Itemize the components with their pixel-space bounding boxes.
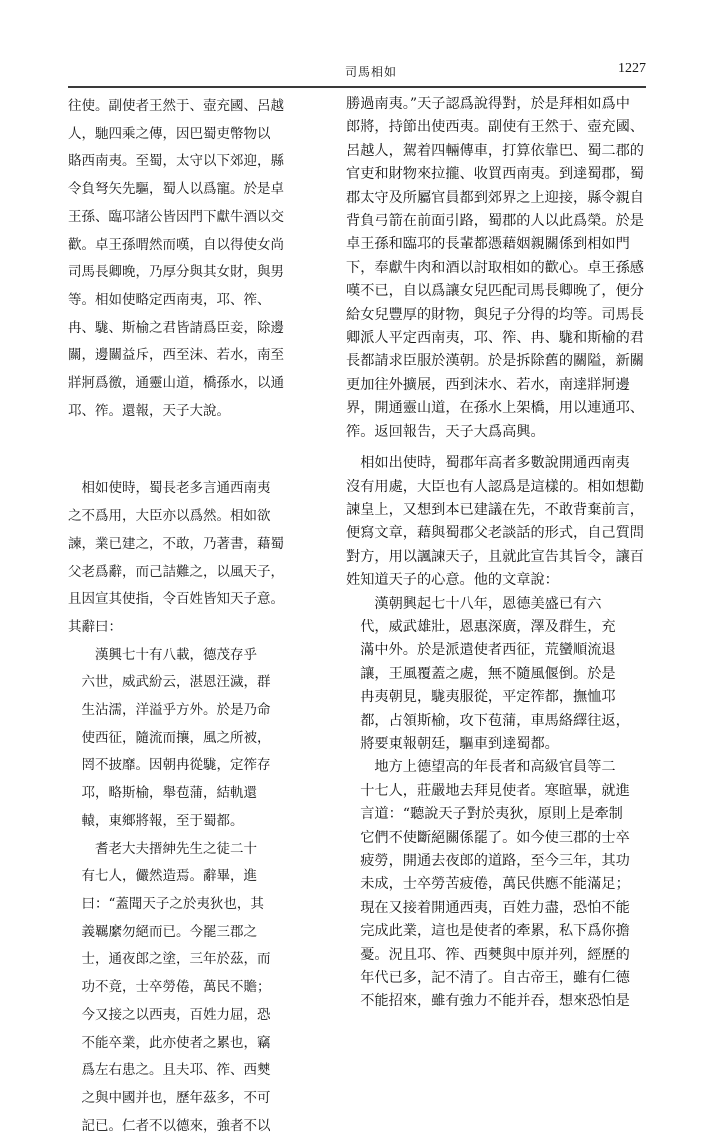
text-line: 勝過南夷。”天子認爲說得對，於是拜相如爲中 [346,96,630,112]
text-line: 記已。仁者不以德來，強者不以 [68,1117,271,1134]
text-line: 便寫文章，藉與蜀郡父老談話的形式，自己質問 [346,525,644,542]
text-line: 關，邊關益斥，西至沫、若水，南至 [68,347,284,364]
text-line: 往使。副使者王然于、壺充國、呂越 [68,98,284,114]
text-line: 它們不使斷絕關係罷了。如今使三郡的士卒 [346,829,630,846]
text-line: 地方上德望高的年長者和高級官員等二 [346,759,616,776]
text-line: 牂牁爲徼，通靈山道，橋孫水，以通 [68,375,284,392]
translation-paragraph [346,452,651,592]
text-line: 人，馳四乘之傳，因巴蜀吏幣物以 [68,125,271,142]
page-header [68,60,646,88]
text-line: 未成，士卒勞苦疲倦，萬民供應不能滿足； [346,876,630,893]
text-line: 漢朝興起七十八年，恩德美盛已有六 [346,595,602,612]
classical-quote [68,836,331,1140]
text-line: 嘆不已，自以爲讓女兒匹配司馬長卿晚了，便分 [346,283,644,300]
text-line: 令負弩矢先驅，蜀人以爲寵。於是卓 [68,181,284,198]
translation-quote [346,756,651,1013]
text-line: 憂。況且邛、筰、西僰與中原并列，經歷的 [346,946,630,963]
running-title: 司馬相如 [345,65,398,79]
text-line: 代，威武雄壯，恩惠深廣，澤及群生，充 [346,618,616,635]
text-line: 對方，用以諷諫天子，且就此宣告其旨令，讓百 [346,548,644,565]
text-line: 卓王孫和臨邛的長輩都憑藉姻親關係到相如門 [346,236,630,253]
text-line: 長都請求臣服於漢朝。於是拆除舊的關隘，新關 [346,353,644,370]
text-line: 完成此業，這也是使者的牽累，私下爲你擔 [346,923,630,940]
translation-column [346,93,651,1014]
text-line: 十七人，莊嚴地去拜見使者。寒暄畢，就進 [346,782,630,799]
text-line: 賂西南夷。至蜀，太守以下郊迎，縣 [68,153,284,170]
text-line: 呂越人，駕着四輛傳車，打算依靠巴、蜀二郡的 [346,142,644,159]
text-line: 姓知道天子的心意。他的文章說： [346,572,559,589]
text-line: 年代已多，記不清了。自古帝王，雖有仁德 [346,970,630,987]
text-line: 疲勞，開通去夜郎的道路，至今三年，其功 [346,853,630,869]
text-line: 且因宣其使指，令百姓皆知天子意。 [68,591,284,608]
text-line: 諫皇上，又想到本已建議在先，不敢背棄前言， [346,501,644,518]
classical-text-column [68,93,331,1140]
text-line: 冉、駹、斯榆之君皆請爲臣妾，除邊 [68,319,284,336]
text-line: 之與中國并也，歷年茲多，不可 [68,1089,271,1106]
text-line: 士，通夜郎之塗，三年於茲，而 [68,951,271,968]
text-line: 轅，東鄉將報，至于蜀都。 [68,812,244,829]
text-line: 歡。卓王孫喟然而嘆，自以得使女尚 [68,236,284,253]
text-line: 界，開通靈山道，在孫水上架橋，用以連通邛、 [346,400,644,417]
text-line: 不能卒業，此亦使者之累也，竊 [68,1034,271,1051]
text-line: 官吏和財物來拉攏、收買西南夷。到達蜀郡，蜀 [346,166,644,183]
text-line: 相如使時，蜀長老多言通西南夷 [68,480,271,497]
text-line: 邛，略斯榆，舉苞蒲，結軌還 [68,785,257,802]
text-line: 使西征，隨流而攘，風之所被， [68,729,271,746]
text-line: 邛、筰。還報，天子大說。 [68,402,230,419]
text-line: 筰。返回報告，天子大爲高興。 [346,423,545,440]
text-line: 冉夷朝見，駹夷服從，平定筰都，撫恤邛 [346,689,616,706]
text-line: 有七人，儼然造焉。辭畢，進 [68,868,257,885]
text-line: 之不爲用，大臣亦以爲然。相如欲 [68,508,271,525]
text-line: 罔不披靡。因朝冉從駹，定筰存 [68,757,271,774]
text-line: 不能招來，雖有強力不能并吞，想來恐怕是 [346,993,630,1010]
classical-quote [68,642,331,836]
text-line: 功不竟，士卒勞倦，萬民不贍； [68,979,271,996]
text-line: 滿中外。於是派遣使者西征，荒蠻順流退 [346,642,616,659]
text-line: 讓，王風覆蓋之處，無不隨風偃倒。於是 [346,665,616,682]
text-line: 現在又接着開通西夷，百姓力盡，恐怕不能 [346,899,630,916]
text-line: 爲左右患之。且夫邛、筰、西僰 [68,1062,271,1079]
text-line: 更加往外擴展，西到沫水、若水，南達牂牁邊 [346,376,630,393]
text-line: 沒有用處，大臣也有人認爲是這樣的。相如想勸 [346,478,644,495]
text-line: 相如出使時，蜀郡年高者多數說開通西南夷 [346,455,630,472]
text-line: 今又接之以西夷，百姓力屈，恐 [68,1006,271,1023]
text-line: 背負弓箭在前面引路，蜀郡的人以此爲榮。於是 [346,213,644,230]
text-line: 曰：“蓋聞天子之於夷狄也，其 [68,895,264,912]
text-line: 等。相如使略定西南夷，邛、筰、 [68,291,271,308]
text-line: 六世，威武紛云，湛恩汪濊，群 [68,674,271,691]
text-line: 王孫、臨邛諸公皆因門下獻牛酒以交 [68,208,284,225]
text-line: 生沾濡，洋溢乎方外。於是乃命 [68,702,271,719]
text-line: 漢興七十有八載，德茂存乎 [68,646,257,663]
text-line: 司馬長卿晚，乃厚分與其女財，與男 [68,264,284,281]
text-line: 言道：“聽說天子對於夷狄，原則上是牽制 [346,806,623,823]
text-line: 郎將，持節出使西夷。副使有王然于、壺充國、 [346,119,644,136]
text-line: 耆老大夫搢紳先生之徒二十 [68,840,257,857]
classical-paragraph [68,475,331,641]
translation-paragraph [346,93,651,444]
text-line: 郡太守及所屬官員都到郊界之上迎接，縣令親自 [346,189,644,206]
text-line: 其辭曰： [68,618,122,635]
text-line: 將要東報朝廷，驅車到達蜀都。 [346,735,559,752]
text-line: 都，占領斯榆，攻下苞蒲，車馬絡繹往返， [346,712,630,729]
classical-paragraph [68,93,331,425]
text-line: 卿派人平定西南夷，邛、筰、冉、駹和斯榆的君 [346,330,644,347]
text-line: 下，奉獻牛肉和酒以討取相如的歡心。卓王孫感 [346,259,644,276]
translation-quote [346,593,651,757]
text-line: 義羈縻勿絕而已。今罷三郡之 [68,923,257,940]
page-number: 1227 [618,61,646,76]
text-line: 父老爲辭，而己詰難之，以風天子， [68,563,284,580]
text-line: 諫，業已建之，不敢，乃著書，藉蜀 [68,535,284,552]
text-line: 給女兒豐厚的財物，與兒子分得的均等。司馬長 [346,306,644,323]
